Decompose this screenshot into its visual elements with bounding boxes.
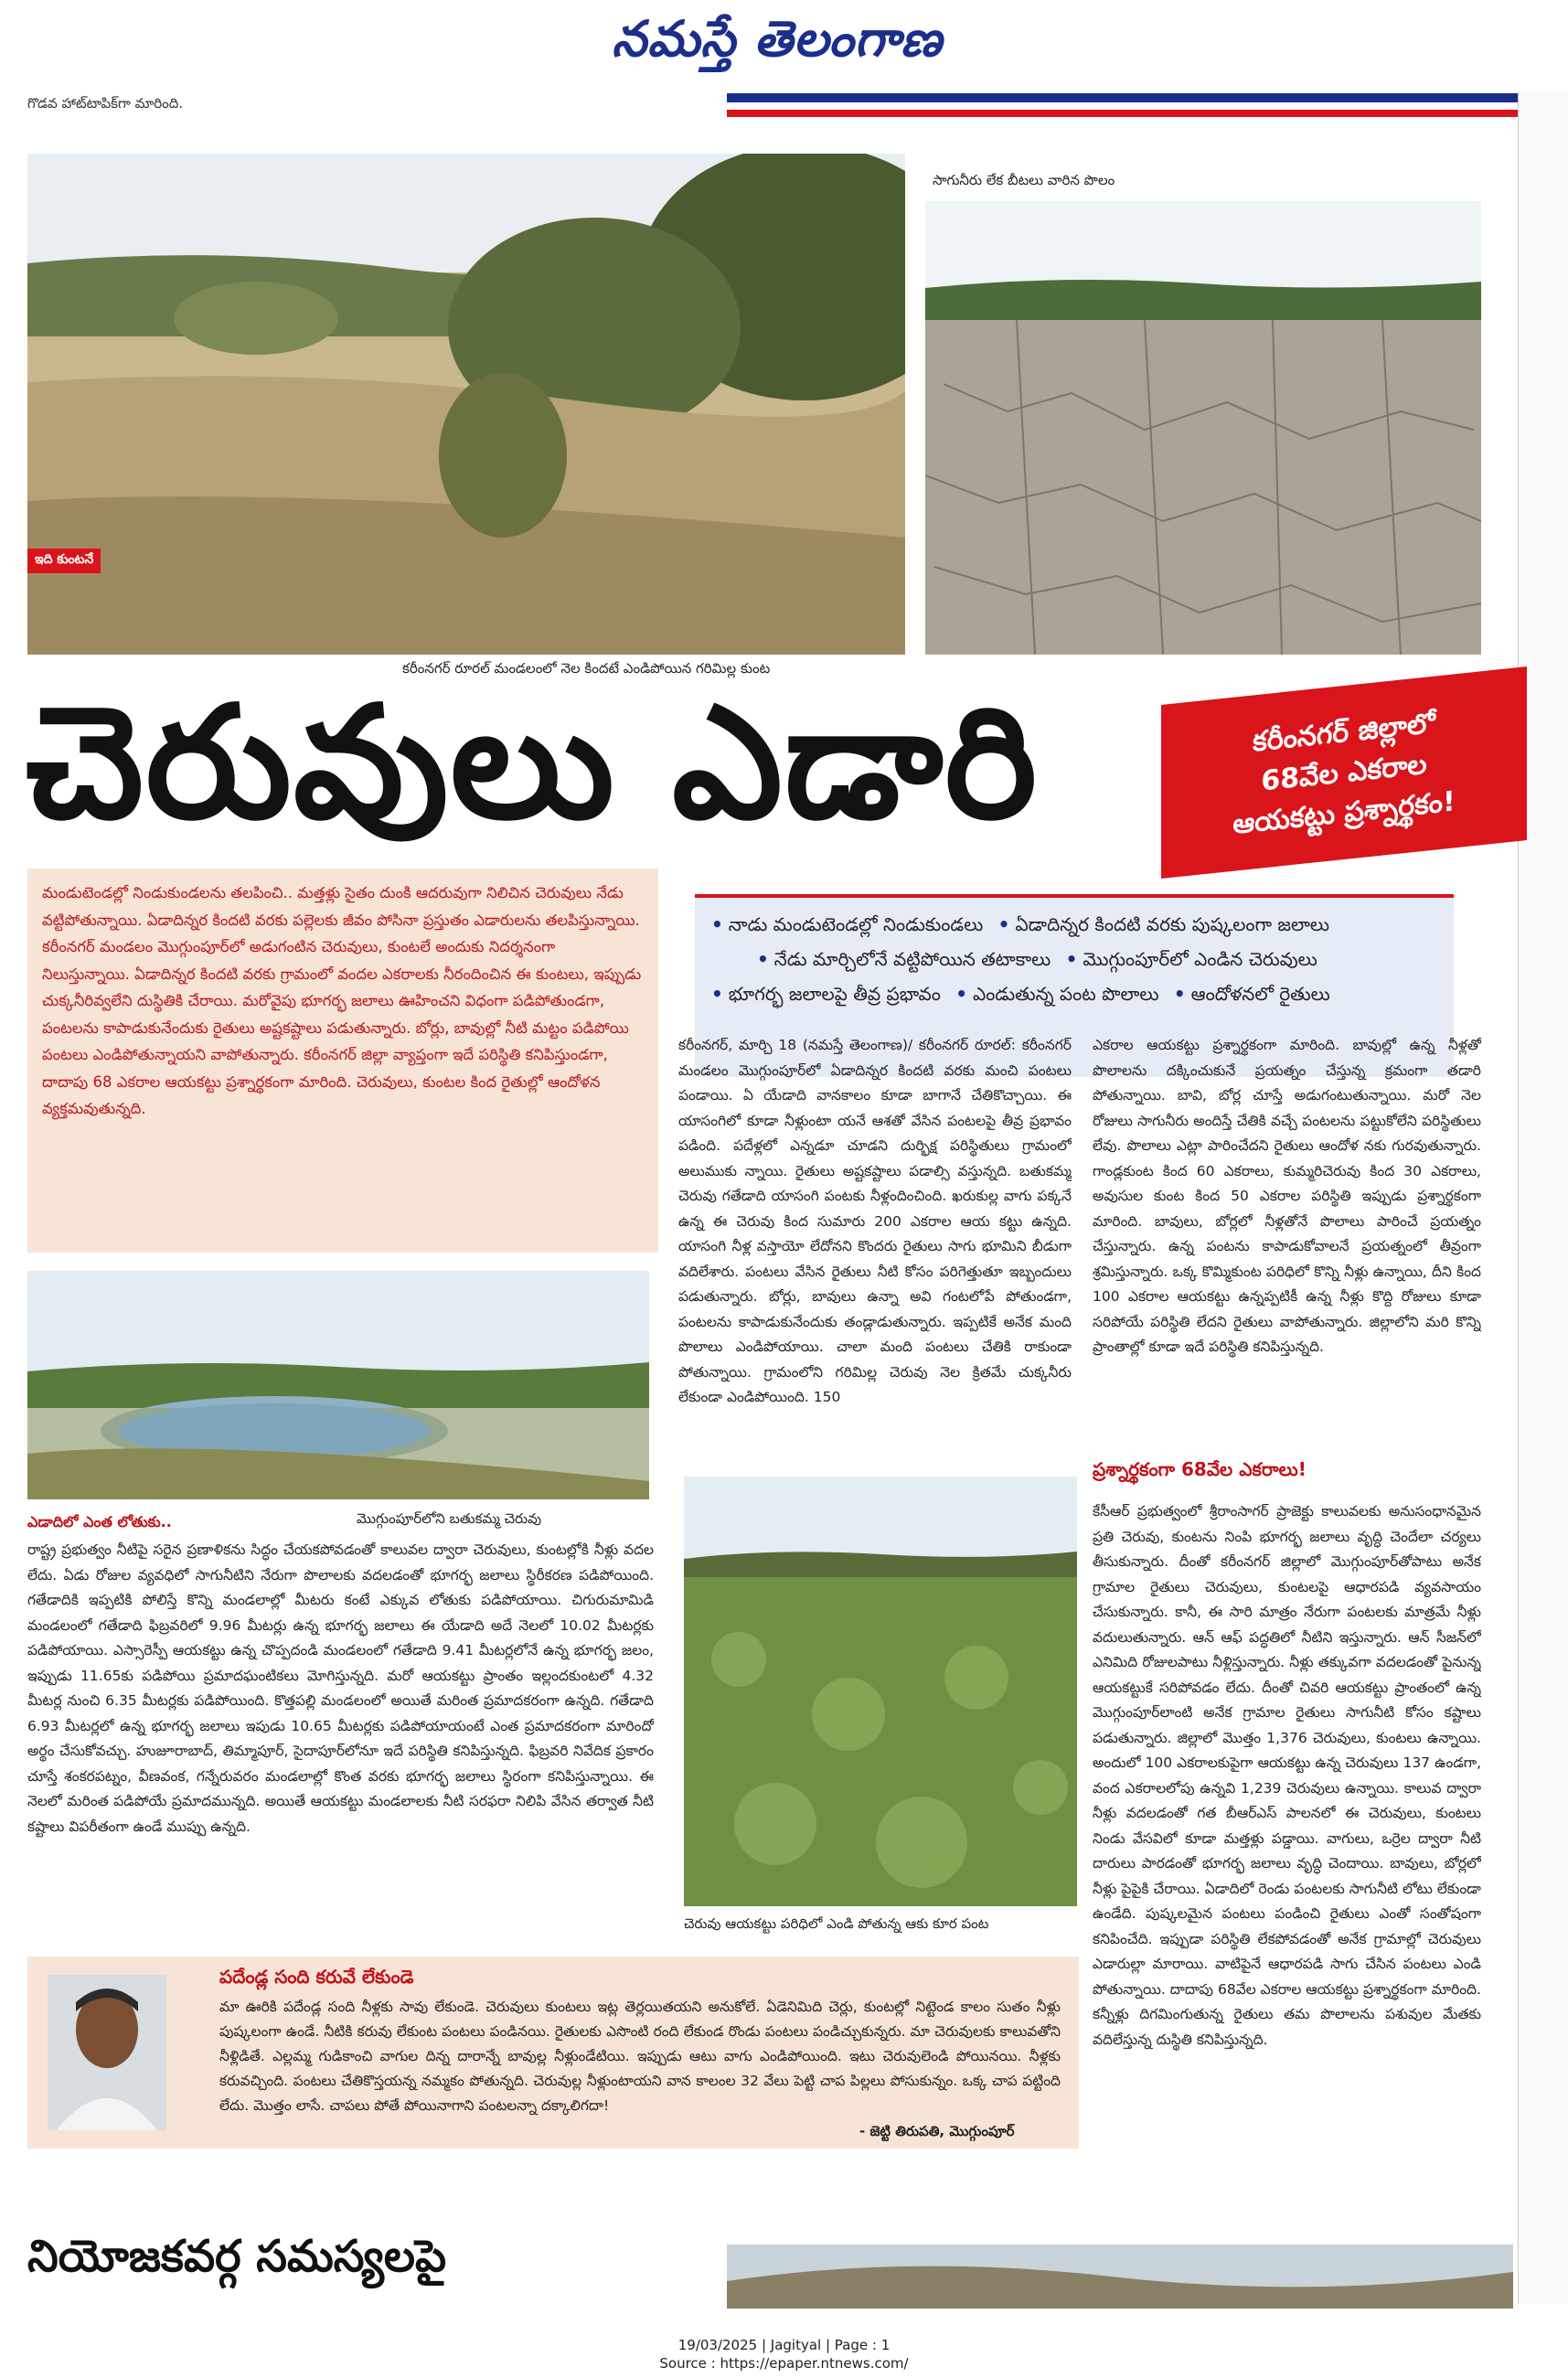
article-column-right-1: ఎకరాల ఆయకట్టు ప్రశ్నార్థకంగా మారింది. బావుల్లో ఉన్న నీళ్లతో పొలాలను దక్కించుకునే ప్రయత్నం చేస్తున్న క్రమంగా తడారి పోతున్నాయి. బావి, బోర్ల చూస్తే అడుగంటుతున్నాయి. మరో నెల రోజులు సాగునీరు అందిస్తే చేతికి వచ్చే పంటలను పట్టుకోలేని పరిస్థితులు లేవు. పొలాలు ఎట్లా పారించేదని రైతులు ఆందోళ నకు గురవుతున్నారు. గాండ్లకుంట కింద 60 ఎకరాలు, కుమ్మరిచెరువు కింద 30 ఎకరాలు, అవుసుల కుంట కింద 50 ఎకరాల పరిస్థితి ఇప్పుడు ప్రశ్నార్థకంగా మారింది. బావులు, బోర్లలో నీళ్లతోనే పొలాలు పారించే ప్రయత్నం చేస్తున్నారు. ఉన్న పంటను కాపాడుకోవాలనే ప్రయత్నంలో తీవ్రంగా శ్రమిస్తున్నారు. ఒక్క కొమ్మికుంట పరిధిలో కొన్ని నీళ్లు ఉన్నాయి, దీని కింద 100 ఎకరాల ఆయకట్టు ఉన్నప్పటికీ ఉన్న నీళ్లు కొద్ది రోజులు కూడా సరిపోయే పరిస్థితి లేదని రైతులు వాపోతున్నారు. జిల్లాలోని మరి కొన్ని ప్రాంతాల్లో కూడా ఇదే పరిస్థితి కనిపిస్తున్నది.: [1093, 1037, 1481, 1355]
article-column-middle: కరీంనగర్, మార్చి 18 (నమస్తే తెలంగాణ)/ కరీంనగర్ రూరల్: కరీంనగర్ మండలం మొగ్గుంపూర్‌లో ఏడాదిన్నర కిందటి వరకు మంచి పంటలు పండాయి. ఏ యేడాది వానకాలం కూడా బాగానే చేతికొచ్చాయి. ఈ యాసంగిలో కూడా నీళ్లుంటా యనే ఆశతో వేసిన పంటలపై తీవ్ర ప్రభావం పడింది. పదేళ్లలో ఎన్నడూ చూడని దుర్భిక్ష పరిస్థితులు గ్రామంలో అలుముకు న్నాయి. రైతులు అష్టకష్టాలు పడాల్సి వస్తున్నది. బతుకమ్మ చెరువు గతేడాది యాసంగి పంటకు నీళ్లందించింది. ఖరుకుల్ల వాగు పక్కనే ఉన్న ఈ చెరువు కింద సుమారు 200 ఎకరాల ఆయ కట్టు ఉన్నది. యాసంగి నీళ్ల వస్తాయో లేదోనని కొందరు రైతులు సాగు భూమిని బీడుగా వదిలేశారు. పంటలు వేసిన రైతులు నీటి కోసం పరిగెత్తుతూ ఇబ్బందులు పడుతున్నారు. బోర్లు, బావులు ఉన్నా అవి గంటలోపే పోతుండగా, పంటలను కాపాడుకునేందుకు తండ్లాడుతున్నారు. ఇప్పటికే అనేక మంది పొలాలు ఎండిపోయాయి. చాలా మంది పంటలు చేతికి రాకుండా పోతున్నాయి. గ్రామంలోని గరిమిల్ల చెరువు నెల క్రితమే చుక్కనీరు లేకుండా ఎండిపోయింది. 150: [678, 1037, 1072, 1405]
source-link[interactable]: Source : https://epaper.ntnews.com/: [659, 2355, 909, 2372]
next-story-photo: [727, 2245, 1513, 2309]
quote-text: మా ఊరికి పదేండ్ల సంది నీళ్లకు సావు లేకుండె. చెరువులు కుంటలు ఇట్ల తెర్లయితయని అనుకోలే. ఏడెనిమిది చెర్లు, కుంటల్లో నిట్టెండ కాలం సుతం నీళ్లు పుష్కలంగా ఉండే. నీటికి కరువు లేకుంట పంటలు పండినయి. రైతులకు ఎసొంటి రంది లేకుండ రొండు పంటలు పండిచ్చుకున్నరు. మా చెరువులకు కాలువతోని నీళ్లిడితే. ఎల్లమ్మ గుడికాంచి వాగుల దిన్న దారాన్నే బావుల్ల నీళ్లుండేటియి. ఇప్పుడు ఆటు వాగు ఎండిపోయింది. ఇటు చెరువులెండి పోయినయి. నీళ్లకు కరువచ్చింది. పంటలు చేతికొస్తయన్న నమ్మకం పోతున్నది. చెరువుల్ల నీళ్లుంటాయని వాన కాలంల 32 వేలు పెట్టి చాప పిల్లలు పోసుకున్నం. ఒక్క చాప పట్టింది లేదు. మొత్తం లాసే. చాపలు పోతే పోయినాగాని పంటలన్నా దక్కాలిగదా!: [219, 1999, 1061, 2114]
highlight-item: • ఎండుతున్న పంట పొలాలు: [955, 983, 1159, 1005]
section-subhead: ప్రశ్నార్థకంగా 68వేల ఎకరాలు!: [1093, 1458, 1307, 1480]
kicker-text: గొడవ హాట్‌టాపిక్‌గా మారింది.: [27, 95, 184, 112]
quote-attribution: - జెట్టి తిరుపతి, మొగ్గుంపూర్: [859, 2123, 1015, 2139]
farmer-portrait: [48, 1975, 166, 2130]
graphic-tag: ఎడాదిలో ఎంత లోతుకు..: [27, 1513, 172, 1530]
photo-badge: ఇది కుంటనే: [27, 549, 101, 573]
article-column-right-2: కేసీఆర్ ప్రభుత్వంలో శ్రీరాంసాగర్ ప్రాజెక్టు కాలువలకు అనుసంధానమైన ప్రతి చెరువు, కుంటను నింపి భూగర్భ జలాలు వృద్ధి చెందేలా చర్యలు తీసుకున్నారు. దీంతో కరీంనగర్ జిల్లాలో మొగ్గుంపూర్‌తోపాటు అనేక గ్రామాల రైతులు చెరువులు, కుంటలపై ఆధారపడి వ్యవసాయం చేసుకున్నారు. కానీ, ఈ సారి మాత్రం నేరుగా పంటలకు మాత్రమే నీళ్లు వదులుతున్నారు. ఆన్ ఆఫ్ పద్ధతిలో నీటిని ఇస్తున్నారు. ఆన్ సీజన్‌లో ఎనిమిది రోజులపాటు నీళ్లిస్తున్నారు. నీళ్లు తక్కువగా వదలడంతో పైనున్న ఆయకట్టుకే సరిపోవడం లేదు. దీంతో చివరి ఆయకట్టు ప్రాంతంలో ఉన్న మొగ్గుంపూర్‌లాంటి అనేక గ్రామాల రైతులు సాగునీటి కోసం కష్టాలు పడుతున్నారు. జిల్లాలో మొత్తం 1,376 చెరువులు, కుంటలు ఉన్నాయి. అందులో 100 ఎకరాలకుపైగా ఆయకట్టు ఉన్న చెరువులు 137 ఉండగా, వంద ఎకరాలలోపు ఉన్నవి 1,239 చెరువులు ఉన్నాయి. కాలువ ద్వారా నీళ్లు వదలడంతో గత బీఆర్ఎస్ పాలనలో ఈ చెరువులు, కుంటలు నిండు వేసవిలో కూడా మత్తళ్లు పడ్డాయి. వాగులు, ఒర్రెల ద్వారా నీటి దారులు పారడంతో భూగర్భ జలాలు వృద్ధి చెందాయి. బావులు, బోర్లలో నీళ్లు పైపైకి చేరాయి. ఏడాదిలో రెండు పంటలకు సాగునీటి లోటు లేకుండా ఉండేది. పుష్కలమైన పంటలు పండించి రైతులు ఎంతో సంతోషంగా కనిపించేది. ఇప్పుడా పరిస్థితి లేకపోవడంతో అనేక గ్రామాల్లో చెరువులు ఎడారుల్లా మారాయి. వాటిపైనే ఆధారపడి సాగు చేసిన పంటలు ఎండి పోతున్నాయి. దాదాపు 68వేల ఎకరాల ఆయకట్టు ప్రశ్నార్థకంగా మారింది. కన్నీళ్లు దిగమింగుతున్న రైతులు తమ పొలాలను పశువుల మేతకు వదిలేస్తున్న దుస్థితి కనిపిస్తున్నది.: [1093, 1503, 1481, 2048]
highlight-item: • ఏడాదిన్నర కిందటి వరకు పుష్కలంగా జలాలు: [997, 913, 1330, 935]
adjacent-column-edge: [1518, 91, 1568, 2304]
callout-line-3: ఆయకట్టు ప్రశ్నార్థకం!: [1232, 785, 1456, 841]
main-headline: చెరువులు ఎడారి: [26, 673, 1040, 854]
highlight-item: • ఆందోళనలో రైతులు: [1173, 983, 1330, 1005]
dry-pond-photo: [27, 154, 905, 655]
article-column-left: రాష్ట్ర ప్రభుత్వం నీటిపై సరైన ప్రణాళికను సిద్ధం చేయకపోవడంతో కాలువల ద్వారా చెరువులు, కుంటల్లోకి నీళ్లు వదల లేదు. ఏడు రోజుల వ్యవధిలో సాగునీటిని నేరుగా పొలాలకు వదలడంతో భూగర్భ జలాలు స్థిరీకరణ పడిపోయింది. గతేడాదికి ఇప్పటికి పోలిస్తే కొన్ని మండలాల్లో మీటరు కంటే ఎక్కువ లోతుకు పడిపోయాయి. చిగురుమామిడి మండలంలో గతేడాది ఫిబ్రవరిలో 9.96 మీటర్లు ఉన్న భూగర్భ జలాలు ఈ యేడాది అదే నెలలో 10.02 మీటర్లకు పడిపోయాయి. ఎస్సారెస్పీ ఆయకట్టు ఉన్న చొప్పదండి మండలంలో గతేడాది 9.41 మీటర్లలోనే ఉన్న భూగర్భ జలం, ఇప్పుడు 11.65కు పడిపోయి ప్రమాదఘంటికలు మోగిస్తున్నది. మరో ఆయకట్టు ప్రాంతం ఇల్లందకుంటలో 4.32 మీటర్ల నుంచి 6.35 మీటర్లకు పడిపోయింది. కొత్తపల్లి మండలంలో అయితే మరింత ప్రమాదకరంగా ఉన్నది. గతేడాది 6.93 మీటర్లలో ఉన్న భూగర్భ జలాలు ఇపుడు 10.65 మీటర్లకు పడిపోయాయంటే ఎంత ప్రమాదకరంగా మారిందో అర్థం చేసుకోవచ్చు. హుజూరాబాద్, తిమ్మాపూర్, సైదాపూర్‌లోనూ ఇదే పరిస్థితి కనిపిస్తున్నది. ఫిబ్రవరి నివేదిక ప్రకారం చూస్తే శంకరపట్నం, వీణవంక, గన్నేరువరం మండలాల్లో కొంత వరకు భూగర్భ జలాలు స్థిరంగా కనిపిస్తున్నాయి. ఈ నెలలో మరింత పడిపోయే ప్రమాదమున్నది. అయితే ఆయకట్టు మండలాలకు నీటి సరఫరా నిలిపి వేసిన తర్వాత నీటి కష్టాలు విపరీతంగా ఉండే ముప్పు ఉన్నది.: [27, 1541, 654, 1835]
callout-line-2: 68వేల ఎకరాల: [1261, 748, 1427, 798]
quote-title: పదేండ్ల సంది కరువే లేకుండె: [219, 1966, 414, 1988]
bathukamma-pond-photo: [27, 1271, 649, 1499]
callout-box: [1161, 666, 1527, 879]
newspaper-logo: నమస్తే తెలంగాణ: [612, 10, 943, 68]
masthead-flag-bar: [727, 93, 1550, 124]
dry-pond-caption: కరీంనగర్ రూరల్ మండలంలో నెల కిందటే ఎండిపోయిన గరిమిల్ల కుంట: [402, 660, 771, 677]
cracked-field-caption: సాగునీరు లేక బీటలు వారిన పొలం: [933, 172, 1115, 188]
page-footer: [0, 2336, 1568, 2373]
next-story-headline: నియోజకవర్గ సమస్యలపై: [27, 2231, 447, 2282]
highlight-item: • భూగర్భ జలాలపై తీవ్ర ప్రభావం: [711, 983, 941, 1005]
intro-summary: మండుటెండల్లో నిండుకుండలను తలపించి.. మత్తళ్లు సైతం దుంకి ఆదరువుగా నిలిచిన చెరువులు నేడు వట్టిపోతున్నాయి. ఏడాదిన్నర కిందటి వరకు పల్లెలకు జీవం పోసినా ప్రస్తుతం ఎడారులను తలపిస్తున్నాయి. కరీంనగర్ మండలం మొగ్గుంపూర్‌లో అడుగంటిన చెరువులు, కుంటలే అందుకు నిదర్శనంగా నిలుస్తున్నాయి. ఏడాదిన్నర కిందటి వరకు గ్రామంలో వందల ఎకరాలకు నీరందించిన ఈ కుంటలు, ఇప్పుడు చుక్కనీరివ్వలేని దుస్థితికి చేరాయి. మరోవైపు భూగర్భ జలాలు ఊహించని విధంగా పడిపోతుండగా, పంటలను కాపాడుకునేందుకు రైతులు అష్టకష్టాలు పడుతున్నారు. బోర్లు, బావుల్లో నీటి మట్టం పడిపోయి పంటలు ఎండిపోతున్నాయని వాపోతున్నారు. కరీంనగర్ జిల్లా వ్యాప్తంగా ఇదే పరిస్థితి కనిపిస్తుండగా, దాదాపు 68 ఎకరాల ఆయకట్టు ప్రశ్నార్థకంగా మారింది. చెరువులు, కుంటల కింద రైతుల్లో ఆందోళన వ్యక్తమవుతున్నది.: [27, 869, 658, 1253]
highlight-item: • మొగ్గుంపూర్‌లో ఎండిన చెరువులు: [1065, 948, 1317, 970]
callout-line-1: కరీంనగర్ జిల్లాలో: [1253, 707, 1435, 759]
cracked-field-photo: [925, 201, 1481, 655]
pond-caption: మొగ్గుంపూర్‌లోని బతుకమ్మ చెరువు: [357, 1510, 542, 1527]
crop-caption: చెరువు ఆయకట్టు పరిధిలో ఎండి పోతున్న ఆకు కూర పంట: [684, 1915, 989, 1932]
masthead: [0, 0, 1568, 91]
leafy-crop-photo: [684, 1477, 1077, 1906]
highlight-item: • నేడు మార్చిలోనే వట్టిపోయిన తటాకాలు: [757, 948, 1051, 970]
highlight-item: • నాడు మండుటెండల్లో నిండుకుండలు: [711, 913, 984, 935]
edition-info: 19/03/2025 | Jagityal | Page : 1: [677, 2337, 891, 2353]
